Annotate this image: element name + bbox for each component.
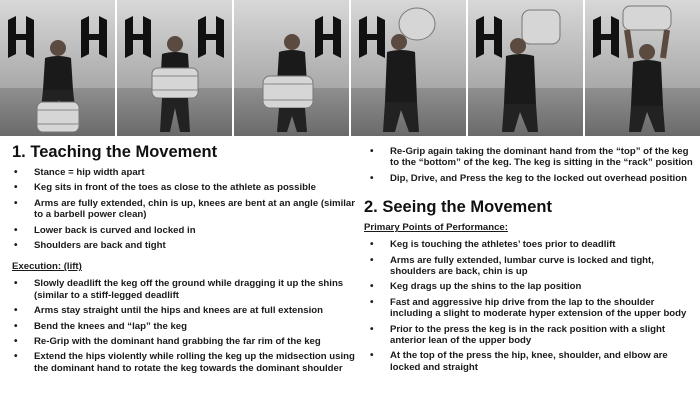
athlete-shoulder-icon xyxy=(371,6,447,134)
bullet-icon: • xyxy=(14,240,18,252)
photo-frame-6 xyxy=(585,0,700,136)
athlete-overhead-press-icon xyxy=(605,2,681,134)
bullet-icon: • xyxy=(14,167,18,178)
photo-frame-2 xyxy=(117,0,232,136)
bullet-icon: • xyxy=(370,281,374,293)
points-list xyxy=(364,239,694,373)
athlete-lift-icon xyxy=(140,32,210,134)
list-item: • Re-Grip again taking the dominant hand from the “top” of the keg to the “bottom” of the keg. The keg is sitting in the “rack” position xyxy=(370,146,693,169)
list-item: • Arms are fully extended, lumbar curve is locked and tight, shoulders are back, chin is up xyxy=(370,254,654,278)
setup-list xyxy=(8,167,360,251)
bullet-icon: • xyxy=(14,224,18,236)
athlete-lap-icon xyxy=(255,30,329,134)
bullet-icon: • xyxy=(370,350,374,362)
bullet-icon: • xyxy=(14,182,18,194)
bullet-icon: • xyxy=(14,320,18,332)
list-item: • Prior to the press the keg is in the rack position with a slight anterior lean of the upper body xyxy=(370,323,666,347)
execution-continued-list xyxy=(364,146,694,184)
bullet-icon: • xyxy=(14,336,18,348)
photo-frame-4 xyxy=(351,0,466,136)
list-item: • Fast and aggressive hip drive from the lap to the shoulder including a slight to moderate hyper extension of the upper body xyxy=(370,296,687,320)
photo-frame-3 xyxy=(234,0,349,136)
bullet-icon: • xyxy=(370,172,374,184)
list-item: • Keg is touching the athletes’ toes prior to deadlift xyxy=(370,239,616,251)
list-item: • Keg sits in front of the toes as close to the athlete as possible xyxy=(14,182,317,194)
list-item: • Dip, Drive, and Press the keg to the locked out overhead position xyxy=(370,172,687,184)
bullet-icon: • xyxy=(14,278,18,290)
execution-label: Execution: (lift) xyxy=(12,261,82,273)
list-item: • At the top of the press the hip, knee, shoulder, and elbow are locked and straight xyxy=(370,350,668,373)
list-item: • Stance = hip width apart xyxy=(14,167,145,178)
bullet-icon: • xyxy=(14,351,18,363)
points-label: Primary Points of Performance: xyxy=(364,222,508,234)
list-item: • Bend the knees and “lap” the keg xyxy=(14,320,188,332)
photo-frame-1 xyxy=(0,0,115,136)
bullet-icon: • xyxy=(370,296,374,308)
bullet-icon: • xyxy=(370,254,374,266)
bullet-icon: • xyxy=(14,197,18,209)
right-column xyxy=(364,140,694,377)
list-item: • Lower back is curved and locked in xyxy=(14,224,196,236)
bullet-icon: • xyxy=(370,239,374,251)
list-item: • Re-Grip with the dominant hand grabbing the far rim of the keg xyxy=(14,336,321,348)
list-item: • Slowly deadlift the keg off the ground while dragging it up the shins (similar to a stiff-legged deadlift xyxy=(14,278,344,301)
bullet-icon: • xyxy=(370,323,374,335)
left-column xyxy=(8,140,360,378)
photo-frame-5 xyxy=(468,0,583,136)
athlete-deadlift-icon xyxy=(23,34,93,134)
photo-sequence-strip xyxy=(0,0,700,136)
bullet-icon: • xyxy=(14,305,18,317)
list-item: • Arms are fully extended, chin is up, knees are bent at an angle (similar to a barbell power clean) xyxy=(14,197,355,221)
section1-title: 1. Teaching the Movement xyxy=(12,143,218,161)
list-item: • Extend the hips violently while rolling the keg up the midsection using the dominant hand to rotate the keg towards the dominant shoulder xyxy=(14,351,355,374)
athlete-rack-icon xyxy=(488,6,564,134)
section2-title: 2. Seeing the Movement xyxy=(364,198,552,217)
list-item: • Keg drags up the shins to the lap position xyxy=(370,281,582,293)
list-item: • Shoulders are back and tight xyxy=(14,240,166,252)
list-item: • Arms stay straight until the hips and knees are at full extension xyxy=(14,305,323,317)
bullet-icon: • xyxy=(370,146,374,157)
execution-list xyxy=(8,278,360,374)
